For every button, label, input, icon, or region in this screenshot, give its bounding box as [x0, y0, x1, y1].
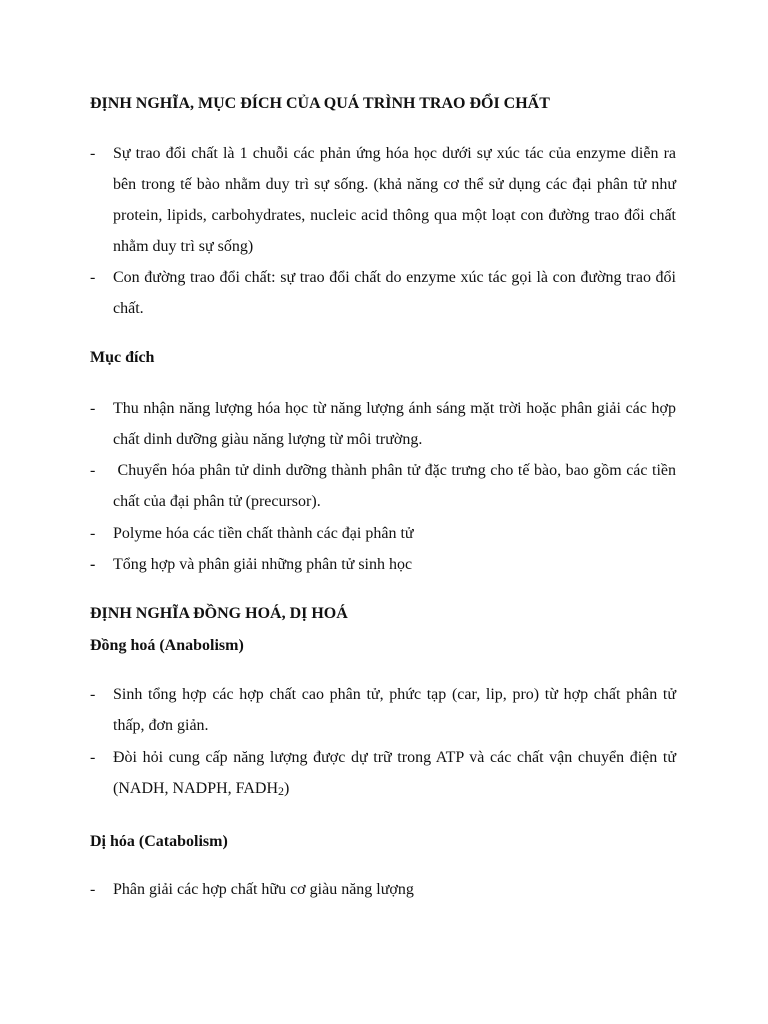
list-item [90, 262, 676, 324]
bullet-dash: - [90, 881, 96, 898]
list-item [90, 518, 676, 549]
section-title-metabolism: ĐỊNH NGHĨA, MỤC ĐÍCH CỦA QUÁ TRÌNH TRAO ĐỔI CHẤT [90, 95, 550, 112]
bullet-dash: - [90, 400, 96, 417]
list-item-text [113, 742, 676, 807]
list-item [90, 455, 681, 517]
bullet-dash: - [90, 525, 96, 542]
subheading-catabolism: Dị hóa (Catabolism) [90, 833, 228, 850]
list-item-text: Chuyển hóa phân tử dinh dưỡng thành phân tử đặc trưng cho tế bào, bao gồm các tiền chất của đại phân tử (precursor). [113, 462, 681, 510]
bullet-dash: - [90, 686, 96, 703]
list-item-text: Phân giải các hợp chất hữu cơ giàu năng lượng [113, 881, 414, 898]
list-item [90, 549, 676, 580]
list-item-text: Polyme hóa các tiền chất thành các đại phân tử [113, 525, 414, 542]
list-item-text: Thu nhận năng lượng hóa học từ năng lượng ánh sáng mặt trời hoặc phân giải các hợp chất dinh dưỡng giàu năng lượng từ môi trường. [113, 400, 676, 448]
list-item-text-main: Đòi hỏi cung cấp năng lượng được dự trữ trong ATP và các chất vận chuyển điện tử (NADH, NADPH, FADH [113, 749, 676, 797]
list-item [90, 393, 676, 455]
bullet-dash: - [90, 269, 96, 286]
bullet-dash: - [90, 462, 96, 479]
list-item [90, 679, 676, 741]
list-item [90, 874, 676, 905]
bullet-dash: - [90, 556, 96, 573]
bullet-dash: - [90, 749, 96, 766]
list-item-text: Sự trao đổi chất là 1 chuỗi các phản ứng hóa học dưới sự xúc tác của enzyme diễn ra bên trong tế bào nhằm duy trì sự sống. (khả năng cơ thể sử dụng các đại phân tử như protein, lipids, carbohydrates, nucleic acid thông qua một loạt con đường trao đổi chất nhằm duy trì sự sống) [113, 145, 676, 255]
section-title-anabolism-catabolism: ĐỊNH NGHĨA ĐỒNG HOÁ, DỊ HOÁ [90, 605, 348, 622]
subheading-purpose: Mục đích [90, 349, 155, 366]
closing-paren: ) [284, 780, 290, 797]
list-item-text: Con đường trao đổi chất: sự trao đổi chất do enzyme xúc tác gọi là con đường trao đổi chất. [113, 269, 676, 317]
list-item [90, 742, 676, 807]
list-item [90, 138, 676, 262]
subscript-2: 2 [278, 784, 285, 798]
subheading-anabolism: Đồng hoá (Anabolism) [90, 637, 244, 654]
bullet-dash: - [90, 145, 96, 162]
list-item-text: Tổng hợp và phân giải những phân tử sinh học [113, 556, 413, 573]
list-item-text: Sinh tổng hợp các hợp chất cao phân tử, phức tạp (car, lip, pro) từ hợp chất phân tử thấp, đơn giản. [113, 686, 676, 734]
